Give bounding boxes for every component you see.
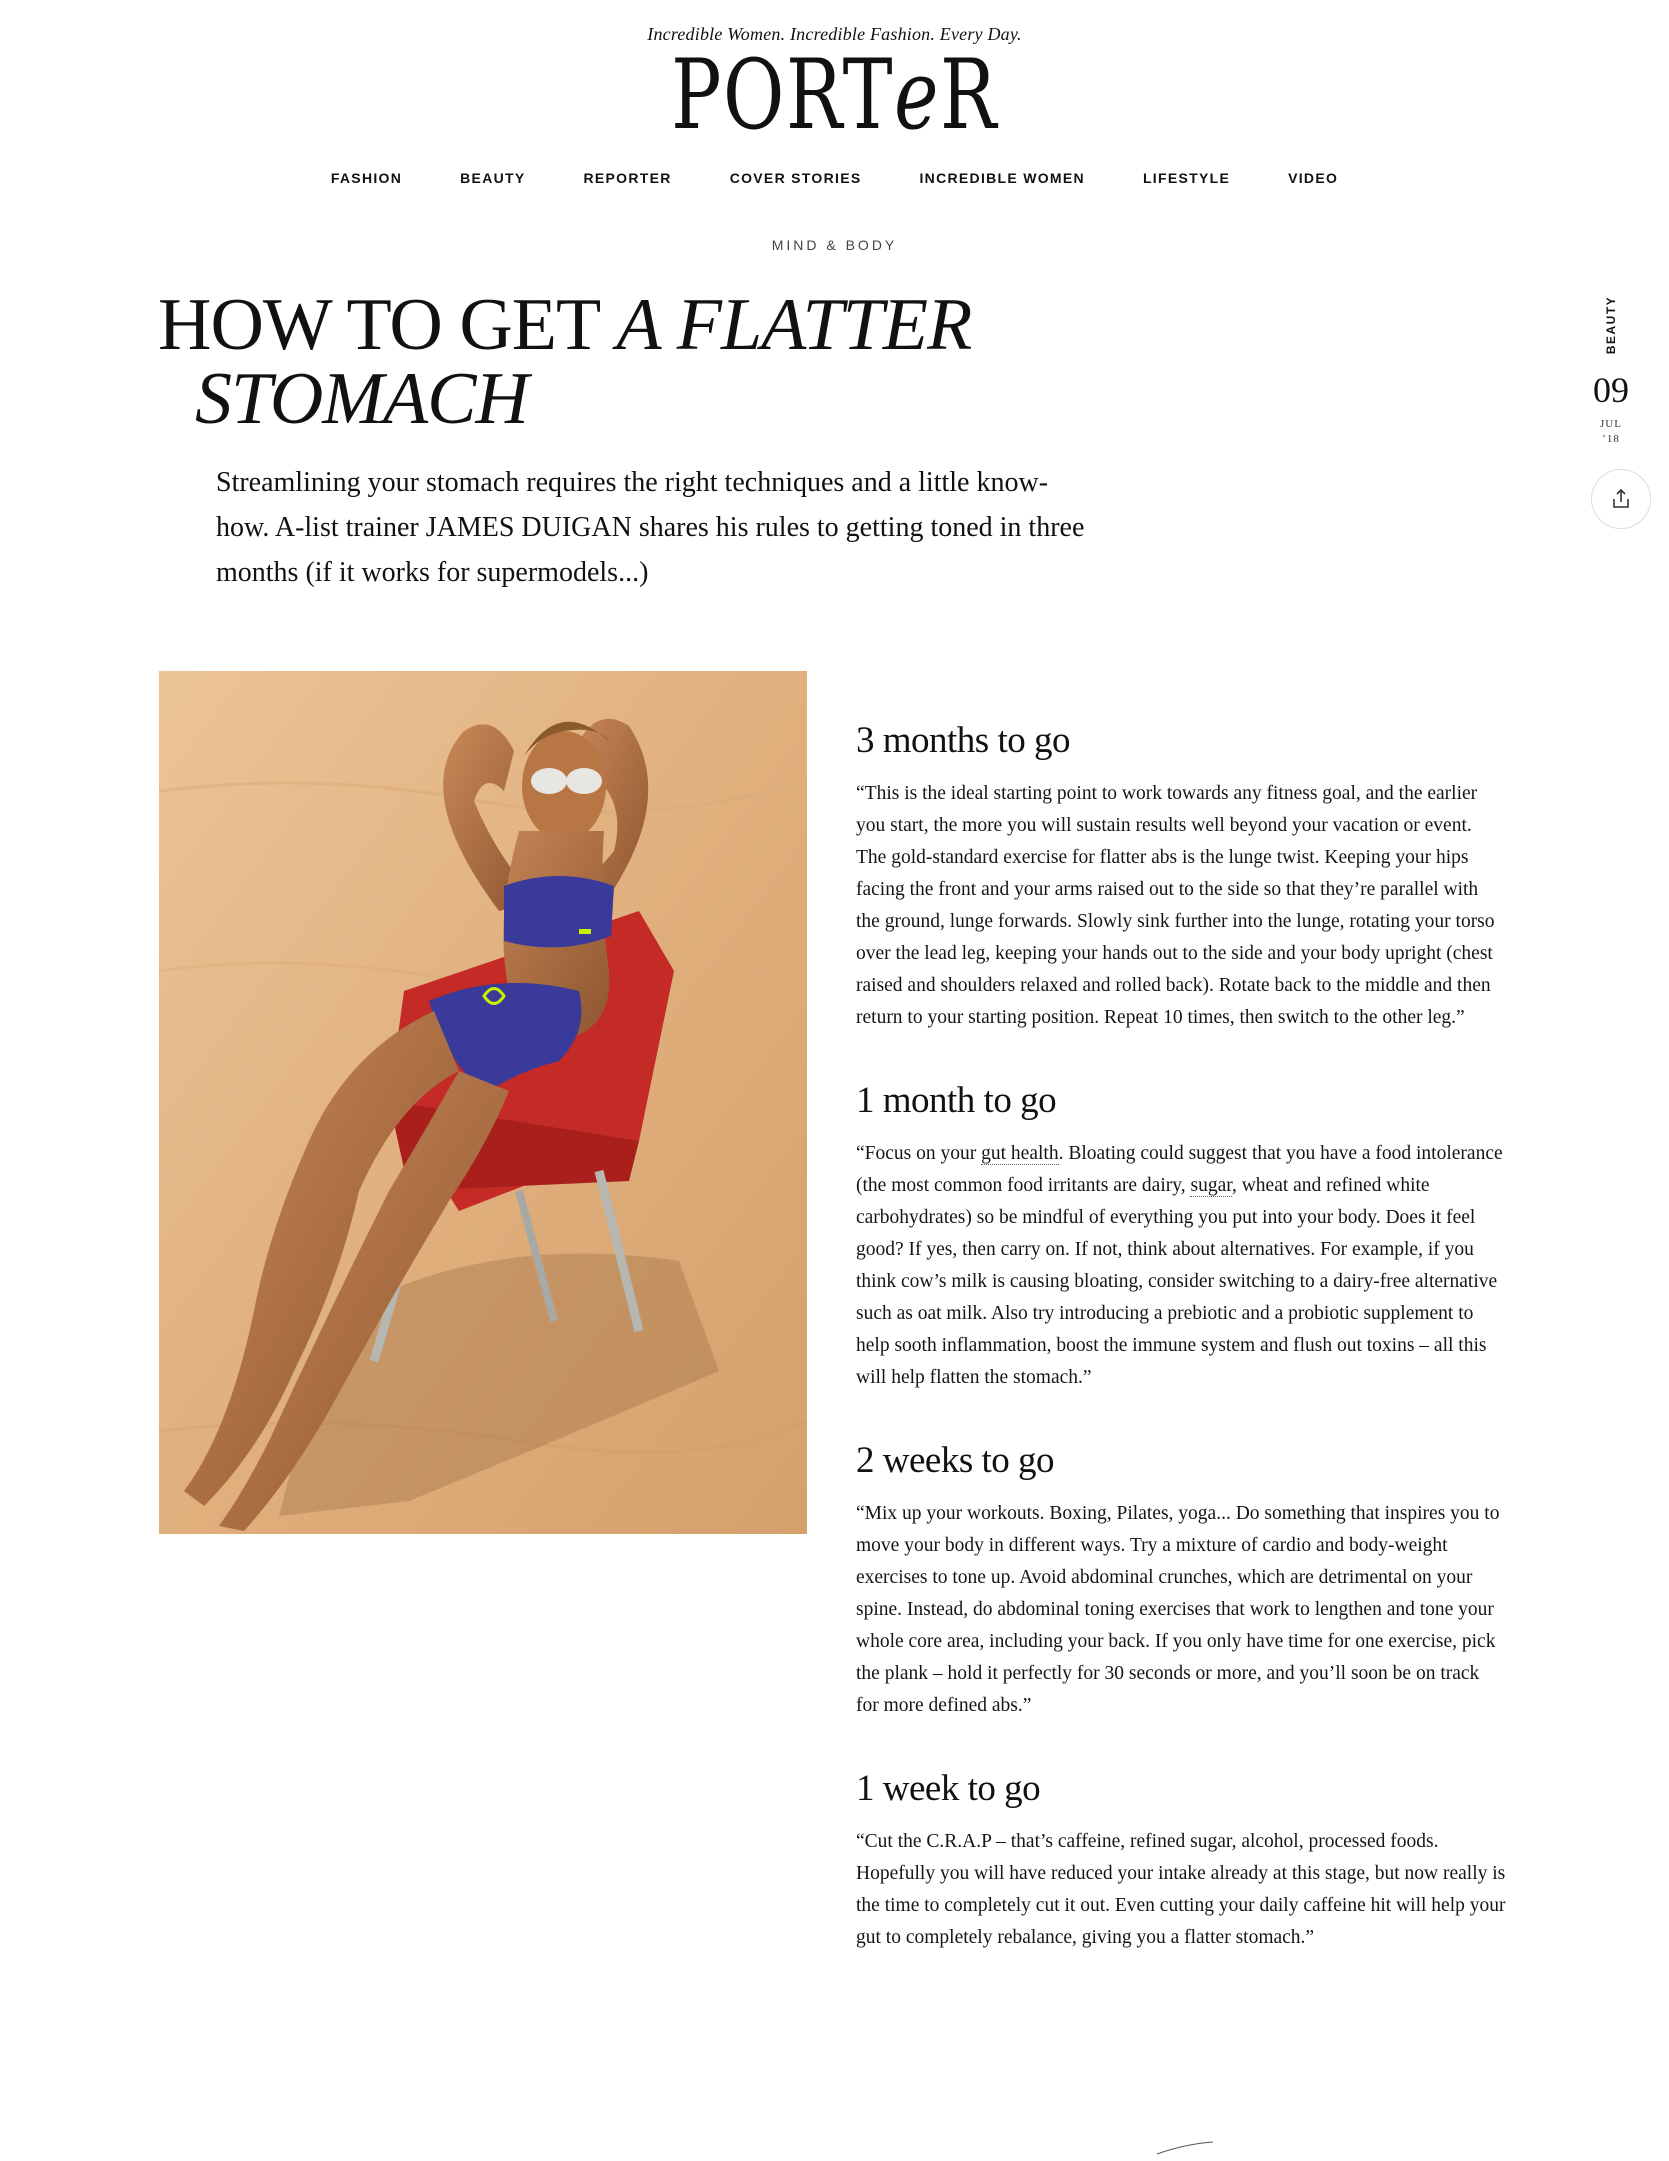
bikini-top	[504, 876, 614, 947]
headline-italic-2: STOMACH	[195, 358, 528, 440]
section-heading: 1 month to go	[856, 1080, 1057, 1121]
headline-plain: HOW TO GET	[158, 284, 617, 366]
rail-category[interactable]	[1596, 290, 1626, 360]
logo-text-e: e	[894, 39, 940, 151]
nav-item-lifestyle[interactable]: LIFESTYLE	[1142, 170, 1231, 186]
rail-category-label[interactable]: BEAUTY	[1604, 295, 1618, 355]
photo-illustration	[159, 671, 807, 1534]
main-navigation	[0, 170, 1669, 186]
publish-day: 09	[1593, 370, 1629, 410]
article-body	[856, 716, 1506, 1996]
article-section	[856, 1764, 1506, 1954]
nav-item-video[interactable]: VIDEO	[1288, 170, 1339, 186]
nav-item-reporter[interactable]: REPORTER	[583, 170, 672, 186]
section-heading: 1 week to go	[856, 1768, 1041, 1809]
sunglasses	[566, 768, 602, 794]
porter-logo[interactable]	[184, 39, 1486, 151]
section-text	[856, 1138, 1506, 1394]
site-tagline: Incredible Women. Incredible Fashion. Every Day.	[647, 24, 1022, 44]
nav-item-incredible-women[interactable]: INCREDIBLE WOMEN	[919, 170, 1085, 186]
nav-item-cover-stories[interactable]: COVER STORIES	[729, 170, 862, 186]
nav-item-fashion[interactable]: FASHION	[330, 170, 403, 186]
section-text: “This is the ideal starting point to work towards any fitness goal, and the earlier you start, the more you will sustain results well beyond your vacation or event. The gold-standard exercise for flatter abs is the lunge twist. Keeping your hips facing the front and your arms raised out to the side so that they’re parallel with the ground, lunge forwards. Slowly sink further into the lunge, rotating your torso over the lead leg, keeping your hands out to the side and your body upright (chest raised and shoulders relaxed and rolled back). Rotate back to the middle and then return to your starting position. Repeat 10 times, then switch to the other leg.”	[856, 783, 1495, 1028]
sugar-link[interactable]: sugar	[1190, 1175, 1232, 1196]
section-text: “Cut the C.R.A.P – that’s caffeine, refined sugar, alcohol, processed foods. Hopefully you will have reduced your intake already at this stage, but now really is the time to completely cut it out. Even cutting your daily caffeine hit will help your gut to completely rebalance, giving you a flatter stomach.”	[856, 1831, 1506, 1948]
publish-year: ’18	[1602, 433, 1620, 445]
hero-photo	[159, 671, 807, 1534]
section-text-part: “Focus on your	[856, 1143, 982, 1164]
article-section	[856, 1076, 1506, 1394]
section-heading: 3 months to go	[856, 720, 1070, 761]
article-section	[856, 716, 1506, 1034]
article-section	[856, 1436, 1506, 1722]
nav-item-beauty[interactable]: BEAUTY	[460, 170, 526, 186]
section-text: “Mix up your workouts. Boxing, Pilates, yoga... Do something that inspires you to move your body in different ways. Try a mixture of cardio and body-weight exercises to tone up. Avoid abdominal crunches, which are detrimental on your spine. Instead, do abdominal toning exercises that work to lengthen and tone your whole core area, including your back. If you only have time for one exercise, pick the plank – hold it perfectly for 30 seconds or more, and you’ll soon be on track for more defined abs.”	[856, 1503, 1500, 1716]
section-text-part: . Bloating could suggest that you have a food intolerance (the most common food irritants are dairy,	[856, 1143, 1503, 1196]
headline-italic-1: A FLATTER	[616, 284, 972, 366]
gut-health-link[interactable]: gut health	[981, 1143, 1059, 1164]
divider-flourish	[1155, 2140, 1215, 2156]
logo-text-end: R	[939, 39, 998, 151]
share-button[interactable]	[1591, 469, 1651, 529]
article-kicker[interactable]: MIND & BODY	[771, 237, 898, 253]
article-standfirst: Streamlining your stomach requires the right techniques and a little know-how. A-list trainer JAMES DUIGAN shares his rules to getting toned in three months (if it works for supermodels...)	[216, 467, 1085, 588]
section-heading: 2 weeks to go	[856, 1440, 1054, 1481]
article-headline	[158, 284, 1158, 440]
bikini-logo	[579, 929, 591, 934]
headline-line-2	[158, 358, 1158, 440]
share-icon	[1609, 487, 1633, 511]
publish-month: JUL	[1600, 418, 1622, 430]
headline-line-1	[158, 284, 1158, 366]
logo-text-start: PORT	[671, 39, 895, 151]
section-text-part: , wheat and refined white carbohydrates) so be mindful of everything you put into your body. Does it feel good? If yes, then carry on. If not, think about alternatives. For example, if you think cow’s milk is causing bloating, consider switching to a dairy-free alternative such as oat milk. Also try introducing a prebiotic and a probiotic supplement to help sooth inflammation, boost the immune system and flush out toxins – all this will help flatten the stomach.”	[856, 1175, 1498, 1388]
sunglasses	[531, 768, 567, 794]
